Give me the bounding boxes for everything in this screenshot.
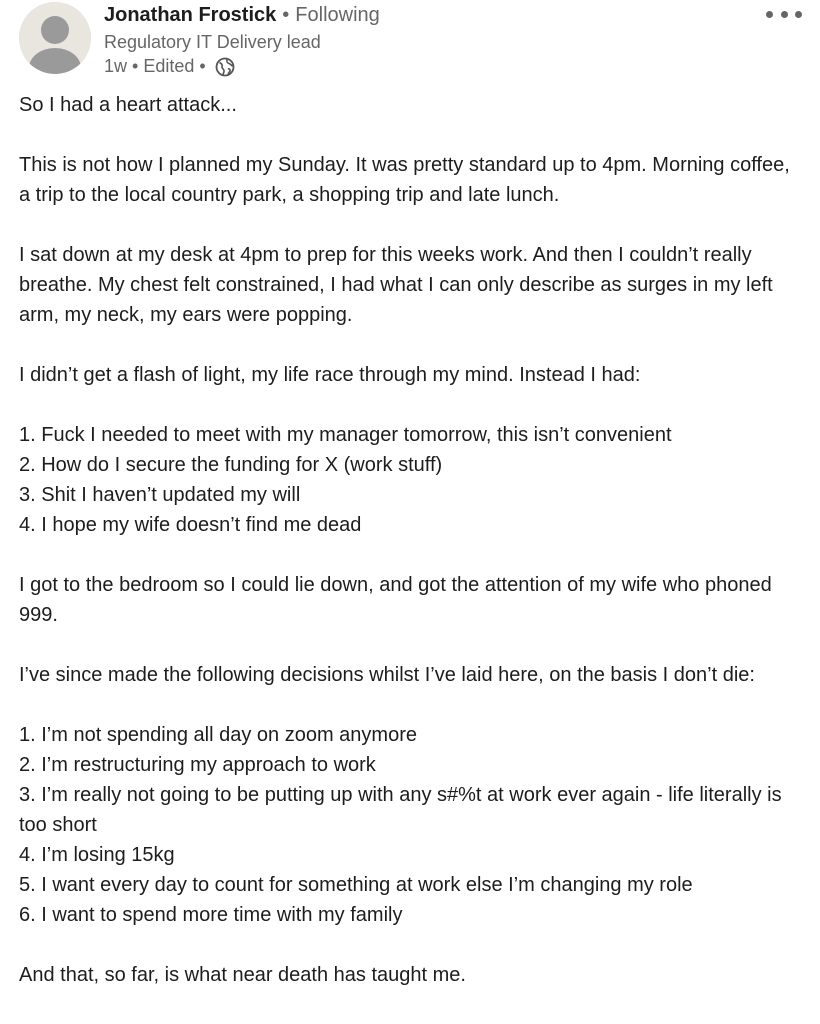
edited-label: Edited bbox=[143, 56, 195, 76]
post-paragraph-3: I sat down at my desk at 4pm to prep for this weeks work. And then I couldn’t really breathe. My chest felt constrained, I had what I can only describe as surges in my left arm, my neck, my ears were popping. bbox=[19, 244, 773, 326]
list-item: 4. I hope my wife doesn’t find me dead bbox=[19, 514, 362, 536]
list-item: 5. I want every day to count for something at work else I’m changing my role bbox=[19, 874, 693, 896]
post-header bbox=[0, 0, 820, 90]
decisions-list bbox=[19, 720, 804, 930]
meta-separator: • bbox=[132, 56, 139, 76]
author-title: Regulatory IT Delivery lead bbox=[104, 32, 321, 52]
more-options-icon[interactable] bbox=[766, 6, 802, 22]
post-paragraph-4: I didn’t get a flash of light, my life race through my mind. Instead I had: bbox=[19, 364, 641, 386]
name-separator: • bbox=[282, 4, 290, 26]
dot-icon bbox=[766, 11, 773, 18]
list-item: 3. Shit I haven’t updated my will bbox=[19, 484, 301, 506]
dot-icon bbox=[781, 11, 788, 18]
list-item: 2. I’m restructuring my approach to work bbox=[19, 754, 376, 776]
post-time[interactable]: 1w bbox=[104, 56, 128, 76]
list-item: 2. How do I secure the funding for X (work stuff) bbox=[19, 454, 443, 476]
follow-status[interactable]: Following bbox=[295, 4, 380, 26]
list-item: 6. I want to spend more time with my family bbox=[19, 904, 403, 926]
post-meta bbox=[104, 56, 235, 77]
meta-separator-2: • bbox=[199, 56, 206, 76]
post-paragraph-1: So I had a heart attack... bbox=[19, 94, 237, 116]
list-item: 4. I’m losing 15kg bbox=[19, 844, 175, 866]
post-paragraph-5: I got to the bedroom so I could lie down, and got the attention of my wife who phoned 999. bbox=[19, 574, 772, 626]
author-line bbox=[104, 4, 380, 27]
worries-list bbox=[19, 420, 804, 540]
globe-icon bbox=[215, 57, 235, 77]
post-paragraph-6: I’ve since made the following decisions whilst I’ve laid here, on the basis I don’t die: bbox=[19, 664, 755, 686]
list-item: 1. I’m not spending all day on zoom anymore bbox=[19, 724, 417, 746]
post-paragraph-2: This is not how I planned my Sunday. It was pretty standard up to 4pm. Morning coffee, a trip to the local country park, a shopping trip and late lunch. bbox=[19, 154, 790, 206]
post-body bbox=[19, 90, 804, 1020]
post-paragraph-7: And that, so far, is what near death has taught me. bbox=[19, 964, 466, 986]
dot-icon bbox=[795, 11, 802, 18]
author-name[interactable]: Jonathan Frostick bbox=[104, 4, 277, 26]
avatar-placeholder-icon bbox=[19, 2, 91, 74]
avatar[interactable] bbox=[19, 2, 91, 74]
list-item: 3. I’m really not going to be putting up with any s#%t at work ever again - life literally is too short bbox=[19, 784, 782, 836]
list-item: 1. Fuck I needed to meet with my manager tomorrow, this isn’t convenient bbox=[19, 424, 672, 446]
